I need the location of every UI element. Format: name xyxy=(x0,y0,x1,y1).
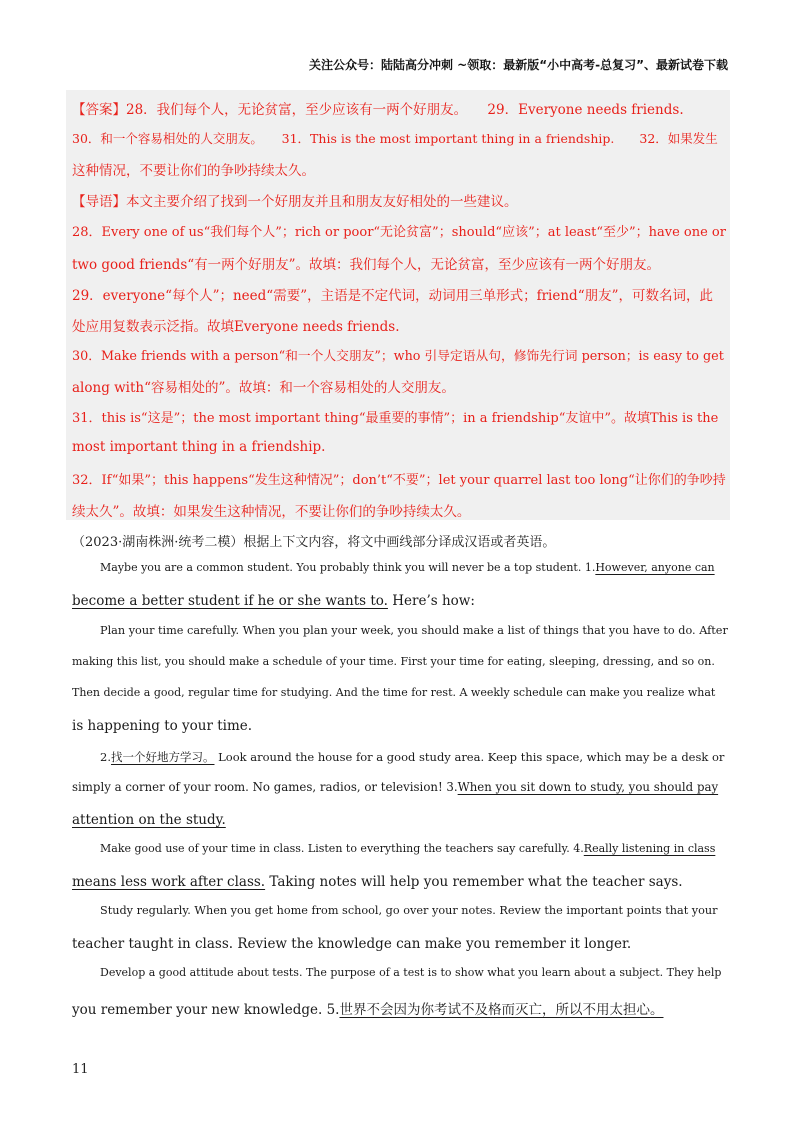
answer-line: 【导语】本文主要介绍了找到一个好朋友并且和朋友友好相处的一些建议。 xyxy=(72,194,518,210)
paragraph-line: means less work after class. Taking notes will help you remember what the teacher says. xyxy=(72,874,683,890)
paragraph-line: Study regularly. When you get home from school, go over your notes. Review the important points that your xyxy=(100,904,718,917)
underlined-sentence-4: means less work after class. xyxy=(72,874,266,890)
paragraph-line: Develop a good attitude about tests. The purpose of a test is to show what you learn about a subject. They help xyxy=(100,966,722,979)
answer-line: 29．everyone“每个人”；need“需要”，主语是不定代词，动词用三单形式；friend“朋友”，可数名词，此 xyxy=(72,288,713,304)
underlined-sentence-1: However, anyone can xyxy=(595,561,715,574)
paragraph-line: Then decide a good, regular time for studying. And the time for rest. A weekly schedule can make you realize what xyxy=(72,686,716,699)
underlined-sentence-3: When you sit down to study, you should pay xyxy=(457,780,719,794)
answer-line: two good friends“有一两个好朋友”。故填：我们每个人，无论贫富，至少应该有一两个好朋友。 xyxy=(72,257,661,273)
underlined-sentence-4: Really listening in class xyxy=(583,842,716,855)
answer-line: 28．Every one of us“我们每个人”；rich or poor“无论贫富”；should“应该”；at least“至少”；have one or xyxy=(72,225,726,240)
answer-line: 处应用复数表示泛指。故填Everyone needs friends. xyxy=(72,319,400,335)
answer-line: 32．If“如果”；this happens“发生这种情况”；don’t“不要”；let your quarrel last too long“让你们的争吵持 xyxy=(72,473,726,488)
paragraph-line: teacher taught in class. Review the knowledge can make you remember it longer. xyxy=(72,936,632,952)
paragraph-line: is happening to your time. xyxy=(72,718,253,734)
question-source: （2023·湖南株洲·统考二模）根据上下文内容，将文中画线部分译成汉语或者英语。 xyxy=(72,535,556,550)
answer-line: 30．和一个容易相处的人交朋友。 31．This is the most important thing in a friendship. 32．如果发生 xyxy=(72,131,718,146)
answer-line: most important thing in a friendship. xyxy=(72,439,326,455)
paragraph-line: Make good use of your time in class. Listen to everything the teachers say carefully. 4.Really listening in class xyxy=(100,842,716,855)
paragraph-line xyxy=(72,812,728,828)
paragraph-line: Plan your time carefully. When you plan your week, you should make a list of things that you have to do. After xyxy=(100,624,728,637)
answer-line: along with“容易相处的”。故填：和一个容易相处的人交朋友。 xyxy=(72,380,455,396)
answer-section xyxy=(66,90,730,520)
paragraph-line: you remember your new knowledge. 5.世界不会因为你考试不及格而灭亡，所以不用太担心。 xyxy=(72,1002,664,1018)
answer-line: 续太久”。故填：如果发生这种情况，不要让你们的争吵持续太久。 xyxy=(72,504,471,520)
paragraph-line: simply a corner of your room. No games, radios, or television! 3.When you sit down to study, you should pay xyxy=(72,780,719,794)
paragraph-line: 2.找一个好地方学习。 Look around the house for a good study area. Keep this space, which may be a desk or xyxy=(100,750,725,764)
underlined-sentence-5: 世界不会因为你考试不及格而灭亡，所以不用太担心。 xyxy=(339,1002,664,1018)
paragraph-line: become a better student if he or she wants to. Here’s how: xyxy=(72,593,475,609)
underlined-sentence-2: 找一个好地方学习。 xyxy=(110,750,215,764)
paragraph-line: Maybe you are a common student. You probably think you will never be a top student. 1.However, anyone can xyxy=(100,561,715,574)
paragraph-line: making this list, you should make a schedule of your time. First your time for eating, sleeping, dressing, and so on. xyxy=(72,655,715,668)
underlined-sentence-3: attention on the study. xyxy=(72,812,226,828)
underlined-sentence-1: become a better student if he or she wants to. xyxy=(72,593,388,609)
answer-line: 30．Make friends with a person“和一个人交朋友”；who 引导定语从句，修饰先行词 person；is easy to get xyxy=(72,349,724,364)
page-number: 11 xyxy=(72,1062,89,1077)
answer-line: 【答案】28．我们每个人，无论贫富，至少应该有一两个好朋友。 29．Everyone needs friends. xyxy=(72,102,684,118)
page-header: 关注公众号：陆陆高分冲刺 ~领取：最新版“小中高考-总复习”、最新试卷下载 xyxy=(309,58,728,72)
answer-line: 31．this is“这是”；the most important thing“最重要的事情”；in a friendship“友谊中”。故填This is the xyxy=(72,411,719,426)
answer-line: 这种情况，不要让你们的争吵持续太久。 xyxy=(72,163,315,179)
